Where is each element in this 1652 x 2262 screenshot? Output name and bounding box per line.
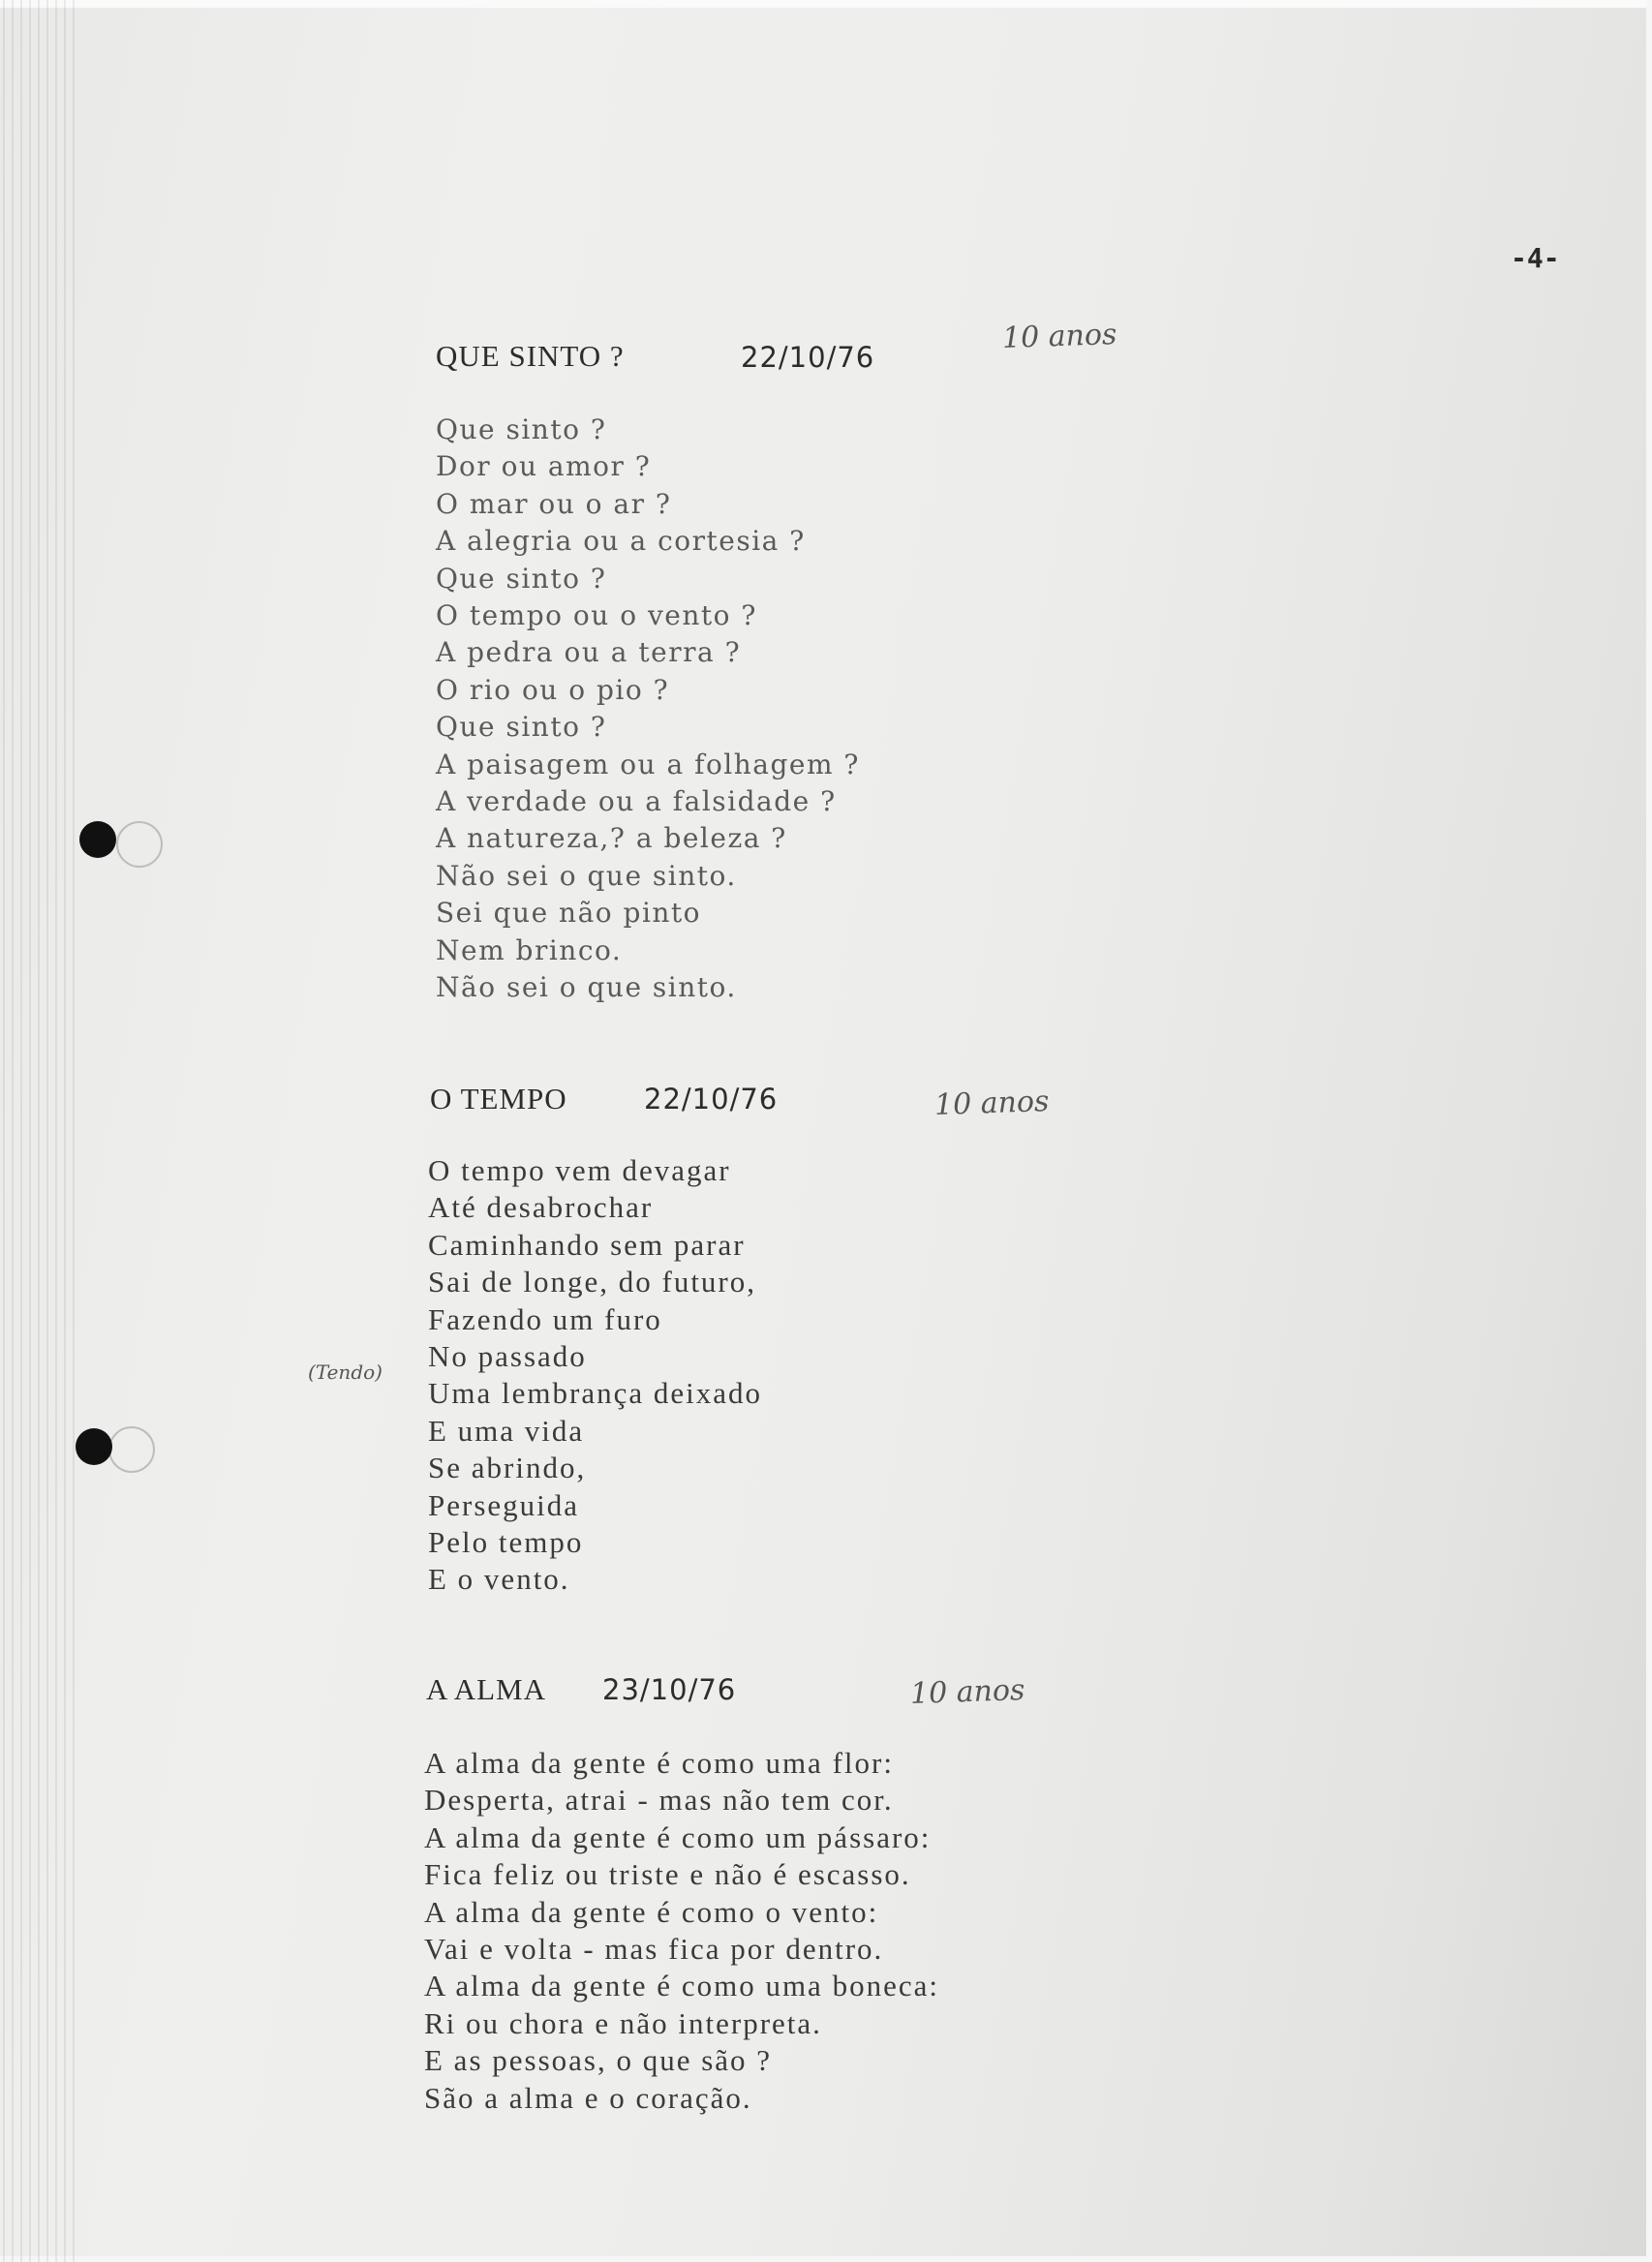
punch-hole-top <box>79 821 116 858</box>
poem-date: 22/10/76 <box>741 341 875 374</box>
poem-line: Sai de longe, do futuro, <box>428 1265 757 1299</box>
poem-line: Fazendo um furo <box>428 1301 662 1336</box>
handwritten-margin-note: (Tendo) <box>308 1360 382 1384</box>
poem-title: QUE SINTO ? <box>436 339 625 373</box>
poem-line: Caminhando sem parar <box>428 1227 746 1262</box>
poem-line: Fica feliz ou triste e não é escasso. <box>424 1857 911 1892</box>
poem-line: E as pessoas, o que são ? <box>424 2043 773 2078</box>
poem-line: Que sinto ? <box>436 413 607 445</box>
poem-line: Não sei o que sinto. <box>436 859 737 892</box>
punch-hole-outline-bottom <box>108 1426 155 1473</box>
poem-line: Uma lembrança deixado <box>428 1376 762 1411</box>
poem-body <box>424 1745 939 2117</box>
poem-line: A alma da gente é como uma boneca: <box>424 1969 939 2003</box>
poem-line: E uma vida <box>428 1413 585 1448</box>
binding-edge-lines <box>0 0 77 2262</box>
poem-line: O rio ou o pio ? <box>436 673 670 706</box>
poem-line: Pelo tempo <box>428 1525 584 1560</box>
poem-line: No passado <box>428 1339 587 1374</box>
poem-line: Ri ou chora e não interpreta. <box>424 2005 822 2040</box>
poem-line: Nem brinco. <box>436 933 623 966</box>
top-margin-strip <box>0 0 1652 8</box>
poem-line: O tempo vem devagar <box>428 1153 731 1187</box>
punch-hole-bottom <box>76 1428 112 1465</box>
poem-line: O tempo ou o vento ? <box>436 599 757 632</box>
poem-title: O TEMPO <box>430 1082 567 1116</box>
poem-line: Sei que não pinto <box>436 897 702 930</box>
poem-line: A alma da gente é como uma flor: <box>424 1746 894 1780</box>
poem-date: 23/10/76 <box>602 1673 737 1706</box>
poem-line: A alma da gente é como o vento: <box>424 1894 879 1929</box>
poem-line: A paisagem ou a folhagem ? <box>436 748 860 780</box>
poem-line: Que sinto ? <box>436 711 607 744</box>
poem-line: Dor ou amor ? <box>436 450 652 483</box>
poem-line: Vai e volta - mas fica por dentro. <box>424 1932 884 1967</box>
handwritten-age-annotation: 10 anos <box>909 1672 1025 1712</box>
poem-line: O mar ou o ar ? <box>436 487 672 520</box>
poem-line: Perseguida <box>428 1487 580 1522</box>
poem-line: São a alma e o coração. <box>424 2080 752 2115</box>
right-edge-strip <box>1646 0 1652 2262</box>
handwritten-age-annotation: 10 anos <box>933 1084 1050 1123</box>
poem-line: A alma da gente é como um pássaro: <box>424 1819 932 1854</box>
handwritten-age-annotation: 10 anos <box>1001 317 1117 356</box>
poem-line: Que sinto ? <box>436 562 607 595</box>
page-number: -4- <box>1511 242 1560 274</box>
punch-hole-outline-top <box>116 821 163 868</box>
poem-date: 22/10/76 <box>644 1083 779 1116</box>
poem-line: Não sei o que sinto. <box>436 971 737 1004</box>
poem-line: A alegria ou a cortesia ? <box>436 525 806 558</box>
poem-line: Até desabrochar <box>428 1190 654 1225</box>
poem-line: A verdade ou a falsidade ? <box>436 785 837 818</box>
poem-line: Desperta, atrai - mas não tem cor. <box>424 1783 894 1818</box>
poem-line: A pedra ou a terra ? <box>436 636 742 669</box>
bottom-edge-strip <box>0 2256 1652 2262</box>
margin-note-text: Tendo <box>315 1360 376 1384</box>
poem-line: E o vento. <box>428 1562 570 1597</box>
poem-title: A ALMA <box>426 1672 546 1706</box>
poem-line: A natureza,? a beleza ? <box>436 822 787 855</box>
poem-body <box>436 412 860 1007</box>
poem-line: Se abrindo, <box>428 1451 587 1485</box>
poem-body <box>428 1152 762 1599</box>
